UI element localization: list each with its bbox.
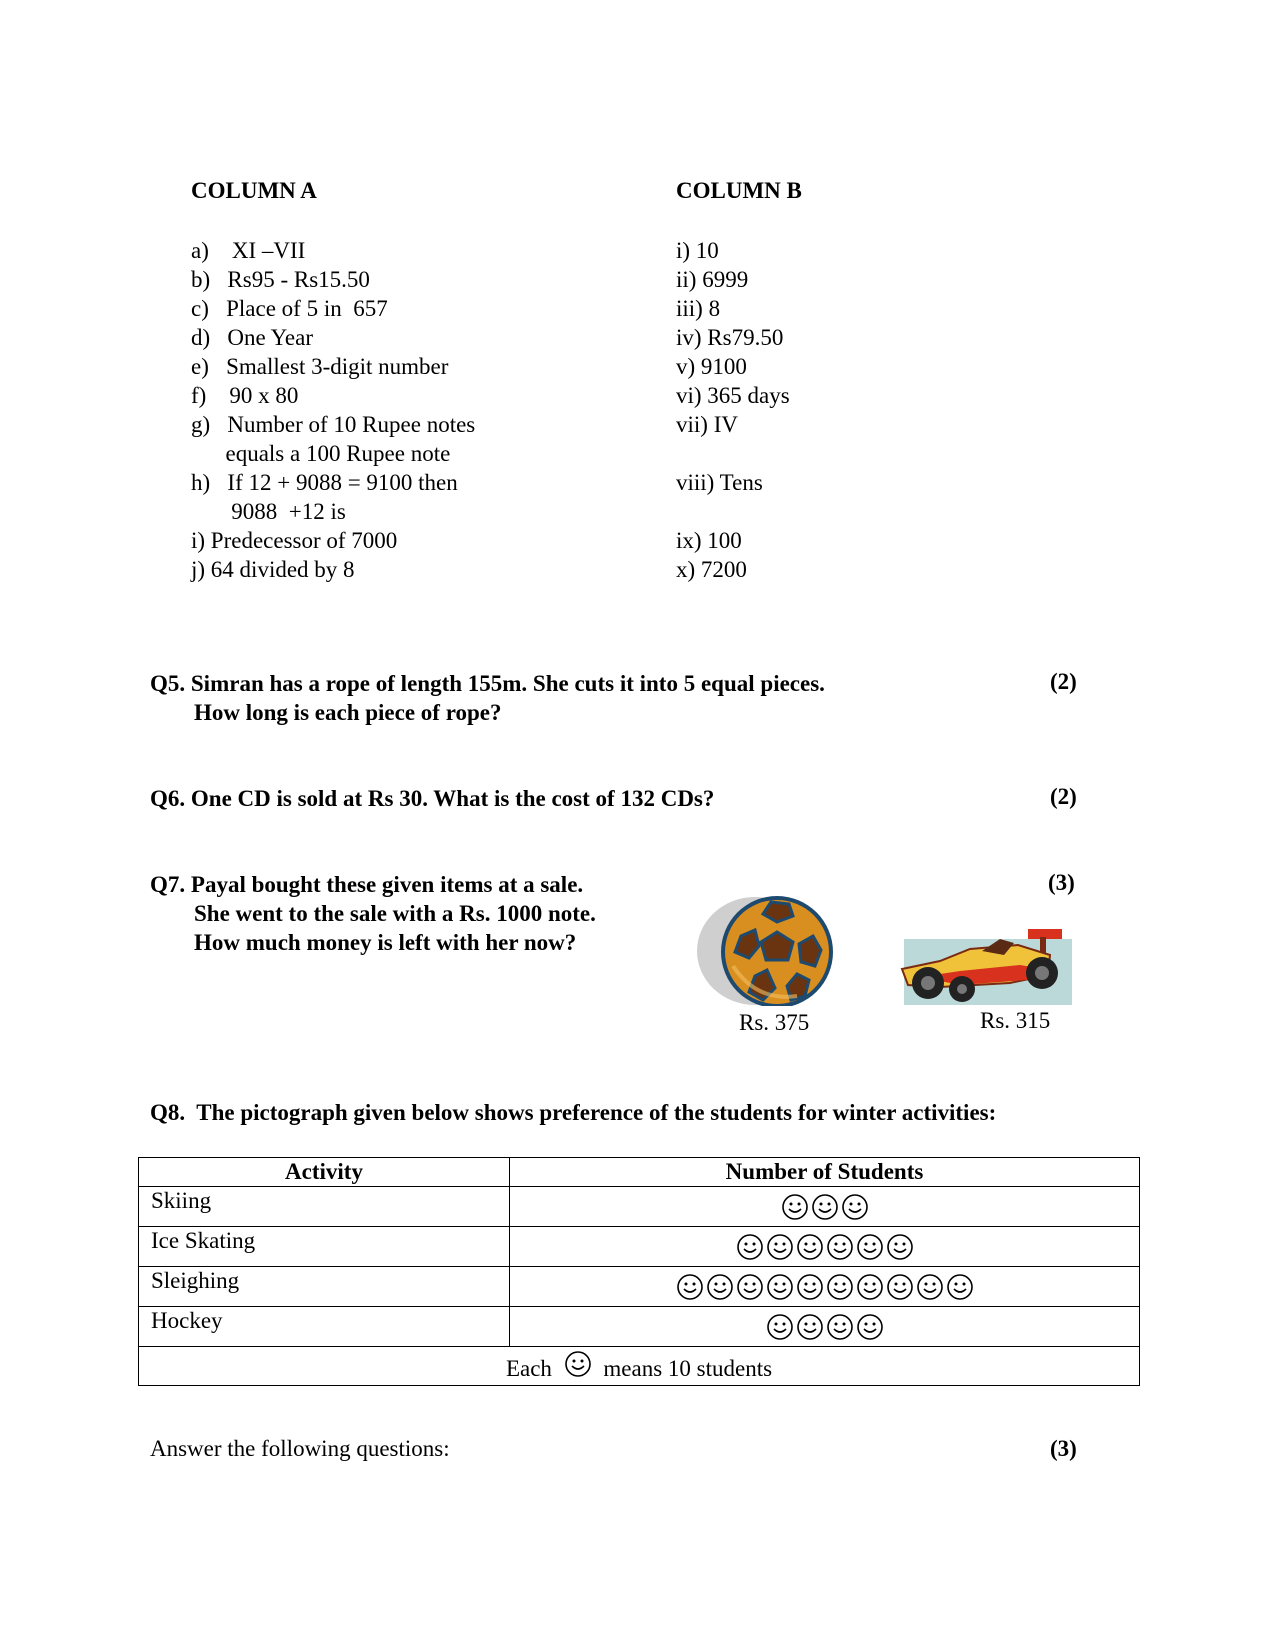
legend-prefix: Each — [505, 1356, 552, 1381]
smiley-icon — [841, 1193, 869, 1221]
smiley-icon — [856, 1313, 884, 1341]
smiley-icon — [856, 1273, 884, 1301]
column-a-item: c) Place of 5 in 657 — [191, 296, 388, 321]
smiley-icon — [676, 1273, 704, 1301]
q5-line1: Q5. Simran has a rope of length 155m. She cuts it into 5 equal pieces. — [150, 671, 825, 696]
pictograph-table — [138, 1157, 1140, 1386]
column-b-list — [676, 236, 790, 584]
column-b-item: v) 9100 — [676, 354, 747, 379]
column-a-item: i) Predecessor of 7000 — [191, 528, 398, 553]
smiley-icon — [826, 1233, 854, 1261]
smiley-icon — [766, 1313, 794, 1341]
column-b-item: iii) 8 — [676, 296, 721, 321]
smiley-icon — [564, 1350, 592, 1378]
legend-suffix: means 10 students — [603, 1356, 773, 1381]
smiley-icon — [766, 1233, 794, 1261]
smiley-icon — [736, 1233, 764, 1261]
answer-marks: (3) — [1050, 1436, 1077, 1461]
column-a-item: d) One Year — [191, 325, 314, 350]
column-a-item: j) 64 divided by 8 — [191, 557, 355, 582]
table-row — [139, 1307, 1140, 1347]
column-b-item: ii) 6999 — [676, 267, 749, 292]
table-row — [139, 1187, 1140, 1227]
smiley-icon — [766, 1273, 794, 1301]
q8-title: Q8. The pictograph given below shows preference of the students for winter activities: — [150, 1100, 997, 1125]
smiley-icon — [916, 1273, 944, 1301]
column-a-item: g) Number of 10 Rupee notes — [191, 412, 476, 437]
q7-marks: (3) — [1048, 870, 1075, 895]
smiley-icon — [781, 1193, 809, 1221]
column-a-item: f) 90 x 80 — [191, 383, 299, 408]
activity-cell: Ice Skating — [139, 1227, 510, 1267]
column-a-item: equals a 100 Rupee note — [191, 441, 451, 466]
smiley-icon — [796, 1313, 824, 1341]
column-b-item: vii) IV — [676, 412, 738, 437]
column-a-item: h) If 12 + 9088 = 9100 then — [191, 470, 458, 495]
column-b-item: vi) 365 days — [676, 383, 790, 408]
smiley-icon — [826, 1273, 854, 1301]
activity-cell: Skiing — [139, 1187, 510, 1227]
column-a-heading: COLUMN A — [191, 178, 317, 203]
column-b-item: iv) Rs79.50 — [676, 325, 784, 350]
activity-cell: Hockey — [139, 1307, 510, 1347]
smiley-icon — [796, 1273, 824, 1301]
football-image — [697, 896, 842, 1006]
smiley-icon — [706, 1273, 734, 1301]
q6-line1: Q6. One CD is sold at Rs 30. What is the cost of 132 CDs? — [150, 786, 715, 811]
legend-cell — [139, 1347, 1140, 1386]
column-a-item: 9088 +12 is — [191, 499, 346, 524]
column-b-item: i) 10 — [676, 238, 719, 263]
column-b-item: viii) Tens — [676, 470, 763, 495]
pictograph-header-row — [139, 1158, 1140, 1187]
answer-instruction: Answer the following questions: — [150, 1436, 450, 1461]
students-header: Number of Students — [510, 1158, 1140, 1187]
smiley-icon — [856, 1233, 884, 1261]
smiley-cell — [510, 1307, 1140, 1347]
q5-marks: (2) — [1050, 669, 1077, 694]
smiley-icon — [886, 1273, 914, 1301]
table-row — [139, 1227, 1140, 1267]
car-price: Rs. 315 — [980, 1008, 1051, 1033]
smiley-cell — [510, 1267, 1140, 1307]
column-b-item: x) 7200 — [676, 557, 747, 582]
column-a-item: a) XI –VII — [191, 238, 306, 263]
smiley-cell — [510, 1187, 1140, 1227]
column-a-item: e) Smallest 3-digit number — [191, 354, 449, 379]
smiley-cell — [510, 1227, 1140, 1267]
table-row — [139, 1267, 1140, 1307]
smiley-icon — [796, 1233, 824, 1261]
q7-line3: How much money is left with her now? — [194, 930, 577, 955]
q5-line2: How long is each piece of rope? — [194, 700, 502, 725]
column-b-heading: COLUMN B — [676, 178, 802, 203]
smiley-icon — [736, 1273, 764, 1301]
column-b-item: ix) 100 — [676, 528, 742, 553]
ball-price: Rs. 375 — [739, 1010, 810, 1035]
legend-row — [139, 1347, 1140, 1386]
column-a-item: b) Rs95 - Rs15.50 — [191, 267, 370, 292]
q7-line1: Q7. Payal bought these given items at a sale. — [150, 872, 584, 897]
smiley-icon — [886, 1233, 914, 1261]
smiley-icon — [811, 1193, 839, 1221]
q7-line2: She went to the sale with a Rs. 1000 note. — [194, 901, 596, 926]
activity-cell: Sleighing — [139, 1267, 510, 1307]
q6-marks: (2) — [1050, 784, 1077, 809]
activity-header: Activity — [139, 1158, 510, 1187]
smiley-icon — [946, 1273, 974, 1301]
race-car-image — [900, 925, 1076, 1007]
column-a-list — [191, 236, 475, 584]
smiley-icon — [826, 1313, 854, 1341]
